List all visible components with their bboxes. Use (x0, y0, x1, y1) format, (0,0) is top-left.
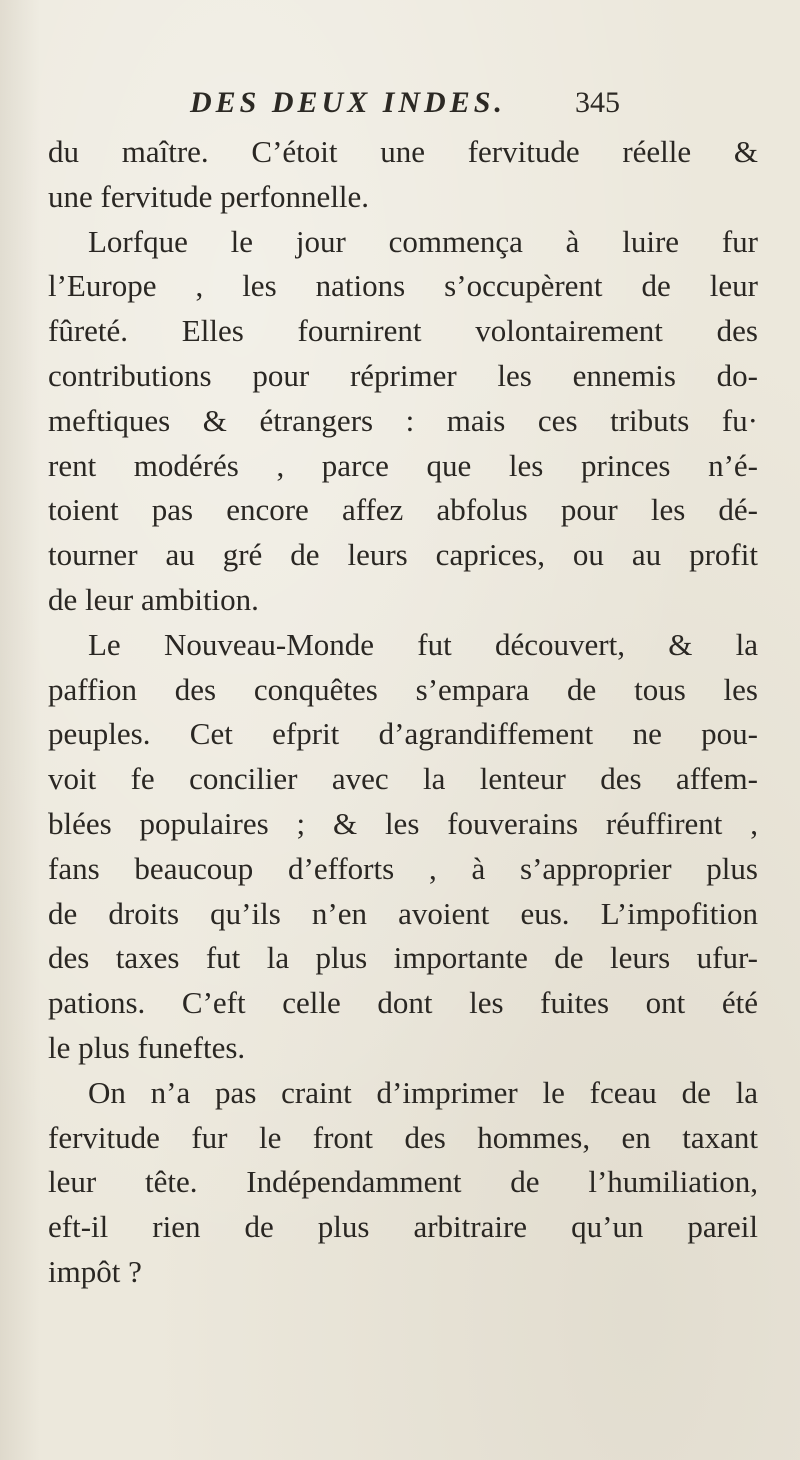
body-text (48, 130, 758, 1295)
text-line: le plus funeftes. (48, 1029, 246, 1065)
text-line: pations. C’eft celle dont les fuites ont été (48, 985, 758, 1021)
text-line: fûreté. Elles fournirent volontairement des (48, 313, 758, 349)
text-line: toient pas encore affez abfolus pour les dé- (48, 492, 758, 528)
text-line: eft-il rien de plus arbitraire qu’un pareil (48, 1209, 758, 1245)
text-line: Lorfque le jour commença à luire fur (88, 223, 758, 259)
text-line: voit fe concilier avec la lenteur des affem- (48, 761, 758, 797)
text-line: paffion des conquêtes s’empara de tous les (48, 671, 758, 707)
running-title: DES DEUX INDES. (190, 86, 506, 119)
text-line: leur tête. Indépendamment de l’humiliation, (48, 1164, 758, 1200)
text-line: blées populaires ; & les fouverains réuffirent , (48, 805, 758, 841)
text-line: de leur ambition. (48, 581, 259, 617)
text-line: peuples. Cet efprit d’agrandiffement ne pou- (48, 716, 758, 752)
text-line: de droits qu’ils n’en avoient eus. L’impofition (48, 895, 758, 931)
text-line: des taxes fut la plus importante de leurs ufur- (48, 940, 758, 976)
text-line: fervitude fur le front des hommes, en taxant (48, 1119, 758, 1155)
text-line: meftiques & étrangers : mais ces tributs fu· (48, 402, 758, 438)
text-line: l’Europe , les nations s’occupèrent de leur (48, 268, 758, 304)
text-line: une fervitude perfonnelle. (48, 178, 370, 214)
text-line: impôt ? (48, 1253, 142, 1289)
text-line: contributions pour réprimer les ennemis do- (48, 357, 758, 393)
text-line: du maître. C’étoit une fervitude réelle & (48, 134, 758, 169)
page-number: 345 (575, 86, 620, 119)
text-line: fans beaucoup d’efforts , à s’approprier plus (48, 850, 758, 886)
text-line: On n’a pas craint d’imprimer le fceau de la (88, 1074, 758, 1110)
page-gutter-shadow (0, 0, 40, 1460)
text-line: rent modérés , parce que les princes n’é- (48, 447, 758, 483)
text-line: tourner au gré de leurs caprices, ou au profit (48, 537, 758, 573)
text-line: Le Nouveau-Monde fut découvert, & la (88, 626, 758, 662)
running-head (190, 86, 620, 122)
